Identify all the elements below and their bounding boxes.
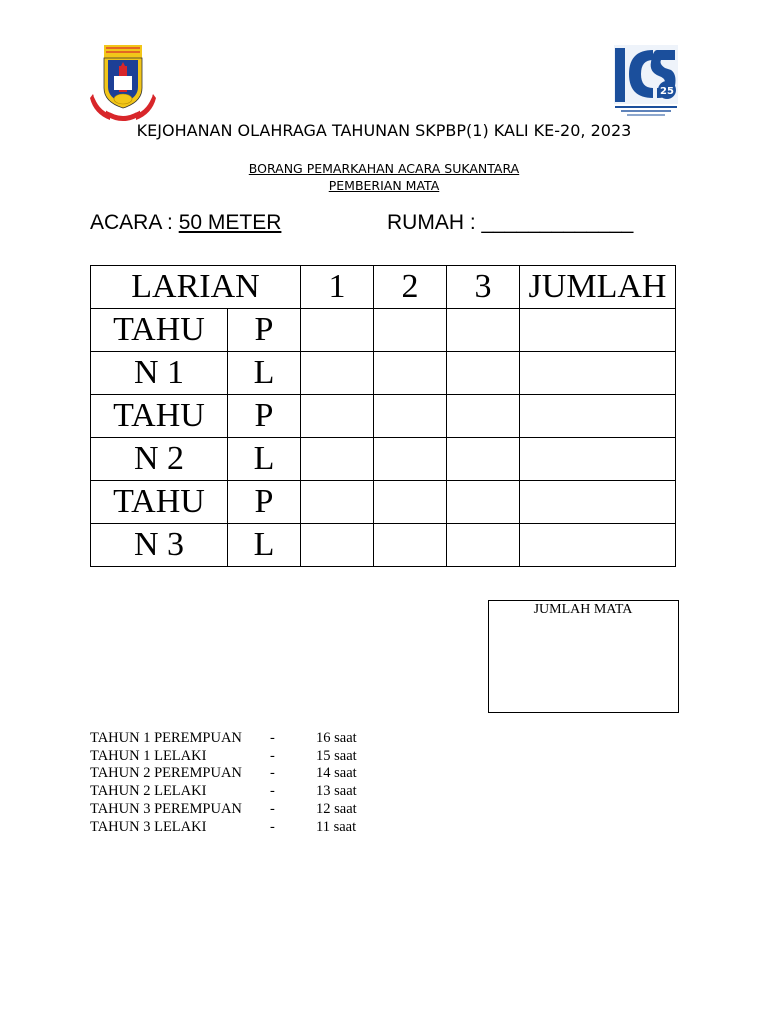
gender-cell: P bbox=[228, 395, 301, 438]
target-time: 11 saat bbox=[316, 819, 357, 835]
event-field bbox=[90, 211, 281, 235]
target-category: TAHUN 1 PEREMPUAN bbox=[90, 730, 242, 746]
table-row bbox=[91, 438, 676, 481]
group-label-line1: TAHU bbox=[91, 481, 228, 524]
group-label-line2: N 2 bbox=[91, 438, 228, 481]
table-row bbox=[91, 481, 676, 524]
page-title: KEJOHANAN OLAHRAGA TAHUNAN SKPBP(1) KALI KE-20, 2023 bbox=[136, 121, 632, 140]
score-cell[interactable] bbox=[301, 481, 374, 524]
score-cell[interactable] bbox=[447, 524, 520, 567]
total-cell[interactable] bbox=[520, 352, 676, 395]
house-blank[interactable]: _____________ bbox=[481, 211, 634, 234]
total-cell[interactable] bbox=[520, 309, 676, 352]
score-cell[interactable] bbox=[301, 352, 374, 395]
score-cell[interactable] bbox=[374, 352, 447, 395]
total-points-label: JUMLAH MATA bbox=[533, 602, 633, 617]
table-row bbox=[91, 352, 676, 395]
house-field bbox=[387, 211, 633, 235]
logo-badge: 25 bbox=[660, 86, 674, 97]
group-label-line1: TAHU bbox=[91, 309, 228, 352]
table-header-row bbox=[91, 266, 676, 309]
score-cell[interactable] bbox=[447, 438, 520, 481]
ppd-25-logo-icon bbox=[613, 44, 679, 120]
gender-cell: P bbox=[228, 481, 301, 524]
list-item bbox=[90, 730, 390, 748]
target-time: 14 saat bbox=[316, 765, 357, 781]
header-3: 3 bbox=[447, 266, 520, 309]
score-cell[interactable] bbox=[447, 481, 520, 524]
event-value: 50 METER bbox=[178, 211, 282, 234]
target-time: 16 saat bbox=[316, 730, 357, 746]
target-category: TAHUN 2 PEREMPUAN bbox=[90, 765, 242, 781]
form-subtitle-2: PEMBERIAN MATA bbox=[328, 178, 440, 193]
total-cell[interactable] bbox=[520, 395, 676, 438]
score-cell[interactable] bbox=[374, 481, 447, 524]
target-dash: - bbox=[270, 819, 275, 835]
total-cell[interactable] bbox=[520, 481, 676, 524]
header-jumlah: JUMLAH bbox=[520, 266, 676, 309]
target-dash: - bbox=[270, 783, 275, 799]
score-cell[interactable] bbox=[374, 438, 447, 481]
school-crest-icon bbox=[90, 44, 156, 122]
score-table bbox=[90, 265, 676, 567]
header-larian: LARIAN bbox=[91, 266, 301, 309]
target-dash: - bbox=[270, 765, 275, 781]
target-dash: - bbox=[270, 748, 275, 764]
event-label: ACARA : bbox=[90, 211, 179, 234]
score-cell[interactable] bbox=[374, 524, 447, 567]
header-1: 1 bbox=[301, 266, 374, 309]
list-item bbox=[90, 801, 390, 819]
gender-cell: L bbox=[228, 438, 301, 481]
list-item bbox=[90, 765, 390, 783]
total-cell[interactable] bbox=[520, 524, 676, 567]
group-label-line2: N 3 bbox=[91, 524, 228, 567]
table-row bbox=[91, 309, 676, 352]
gender-cell: P bbox=[228, 309, 301, 352]
target-time: 12 saat bbox=[316, 801, 357, 817]
score-cell[interactable] bbox=[301, 395, 374, 438]
header-2: 2 bbox=[374, 266, 447, 309]
gender-cell: L bbox=[228, 352, 301, 395]
total-cell[interactable] bbox=[520, 438, 676, 481]
score-cell[interactable] bbox=[447, 309, 520, 352]
target-category: TAHUN 3 PEREMPUAN bbox=[90, 801, 242, 817]
group-label-line2: N 1 bbox=[91, 352, 228, 395]
score-cell[interactable] bbox=[301, 524, 374, 567]
target-category: TAHUN 2 LELAKI bbox=[90, 783, 207, 799]
target-category: TAHUN 3 LELAKI bbox=[90, 819, 207, 835]
gender-cell: L bbox=[228, 524, 301, 567]
score-cell[interactable] bbox=[374, 309, 447, 352]
list-item bbox=[90, 819, 390, 837]
target-time: 13 saat bbox=[316, 783, 357, 799]
score-cell[interactable] bbox=[374, 395, 447, 438]
target-dash: - bbox=[270, 730, 275, 746]
house-label: RUMAH : bbox=[387, 211, 482, 234]
score-cell[interactable] bbox=[301, 309, 374, 352]
group-label-line1: TAHU bbox=[91, 395, 228, 438]
table-row bbox=[91, 395, 676, 438]
list-item bbox=[90, 783, 390, 801]
score-cell[interactable] bbox=[447, 395, 520, 438]
target-time: 15 saat bbox=[316, 748, 357, 764]
list-item bbox=[90, 748, 390, 766]
target-category: TAHUN 1 LELAKI bbox=[90, 748, 207, 764]
target-dash: - bbox=[270, 801, 275, 817]
score-cell[interactable] bbox=[447, 352, 520, 395]
table-row bbox=[91, 524, 676, 567]
form-subtitle: BORANG PEMARKAHAN ACARA SUKANTARA bbox=[248, 161, 520, 176]
score-cell[interactable] bbox=[301, 438, 374, 481]
